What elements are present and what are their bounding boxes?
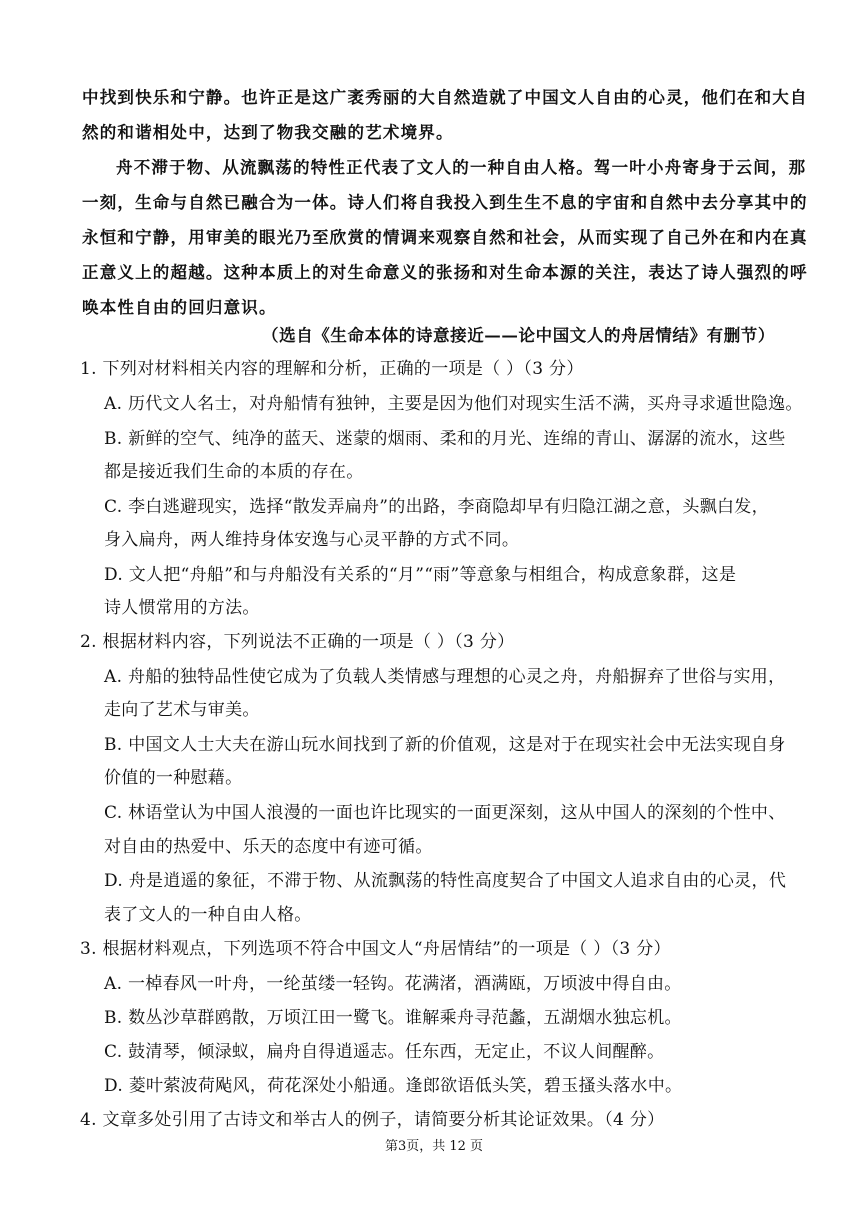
option-line: C. 李白逃避现实，选择“散发弄扁舟”的出路，李商隐却早有归隐江湖之意，头飘白发， [104, 497, 769, 517]
option-line: D. 文人把“舟船”和与舟船没有关系的“月”“雨”等意象与相组合，构成意象群，这是 [104, 565, 737, 585]
question-stem: 4. 文章多处引用了古诗文和举古人的例子，请简要分析其论证效果。（4 分） [80, 1110, 665, 1130]
option-line: 对自由的热爱中、乐天的态度中有迹可循。 [104, 837, 433, 857]
option-line: B. 中国文人士大夫在游山玩水间找到了新的价值观，这是对于在现实社会中无法实现自身 [104, 735, 786, 755]
option-line: D. 舟是逍遥的象征，不滞于物、从流飘荡的特性高度契合了中国文人追求自由的心灵，代 [104, 871, 787, 891]
option-line: C. 林语堂认为中国人浪漫的一面也许比现实的一面更深刻，这从中国人的深刻的个性中、 [104, 803, 786, 823]
passage-line: 然的和谐相处中，达到了物我交融的艺术境界。 [82, 123, 454, 142]
option-line: B. 数丛沙草群鸥散，万顷江田一鹭飞。谁解乘舟寻范蠡，五湖烟水独忘机。 [104, 1008, 682, 1028]
passage-line: 中找到快乐和宁静。也许正是这广袤秀丽的大自然造就了中国文人自由的心灵，他们在和大自 [82, 88, 808, 107]
option-line: B. 新鲜的空气、纯净的蓝天、迷蒙的烟雨、柔和的月光、连绵的青山、潺潺的流水，这些 [104, 429, 786, 449]
option-line: 走向了艺术与审美。 [104, 700, 260, 720]
passage-line: 一刻，生命与自然已融合为一体。诗人们将自我投入到生生不息的宇宙和自然中去分享其中的 [82, 193, 808, 212]
passage-line: 唤本性自由的回归意识。 [82, 298, 277, 317]
passage-line: 舟不滞于物、从流飘荡的特性正代表了文人的一种自由人格。驾一叶小舟寄身于云间，那 [116, 158, 807, 177]
option-line: A. 一棹春风一叶舟，一纶茧缕一轻钩。花满渚，酒满瓯，万顷波中得自由。 [104, 974, 682, 994]
option-line: 表了文人的一种自由人格。 [104, 905, 312, 925]
option-line: 身入扁舟，两人维持身体安逸与心灵平静的方式不同。 [104, 530, 520, 550]
question-stem: 2. 根据材料内容，下列说法不正确的一项是（ ）（3 分） [80, 632, 515, 652]
option-line: 都是接近我们生命的本质的存在。 [104, 462, 364, 482]
option-line: D. 菱叶萦波荷飐风，荷花深处小船通。逢郎欲语低头笑，碧玉搔头落水中。 [104, 1076, 683, 1096]
page-footer: 第3页，共 12 页 [384, 1139, 484, 1154]
option-line: A. 舟船的独特品性使它成为了负载人类情感与理想的心灵之舟，舟船摒弃了世俗与实用， [104, 667, 786, 687]
option-line: 价值的一种慰藉。 [104, 768, 243, 788]
passage-source: （选自《生命本体的诗意接近——论中国文人的舟居情结》有删节） [262, 326, 775, 345]
option-line: 诗人惯常用的方法。 [104, 598, 260, 618]
question-stem: 1. 下列对材料相关内容的理解和分析，正确的一项是（ ）（3 分） [80, 359, 584, 379]
option-line: A. 历代文人名士，对舟船情有独钟，主要是因为他们对现实生活不满，买舟寻求遁世隐逸。 [104, 394, 803, 414]
passage-line: 正意义上的超越。这种本质上的对生命意义的张扬和对生命本源的关注，表达了诗人强烈的呼 [82, 263, 808, 282]
passage-line: 永恒和宁静，用审美的眼光乃至欣赏的情调来观察自然和社会，从而实现了自己外在和内在真 [82, 228, 808, 247]
option-line: C. 鼓清琴，倾渌蚁，扁舟自得逍遥志。任东西，无定止，不议人间醒醉。 [104, 1042, 665, 1062]
question-stem: 3. 根据材料观点，下列选项不符合中国文人“舟居情结”的一项是（ ）（3 分） [80, 939, 671, 959]
